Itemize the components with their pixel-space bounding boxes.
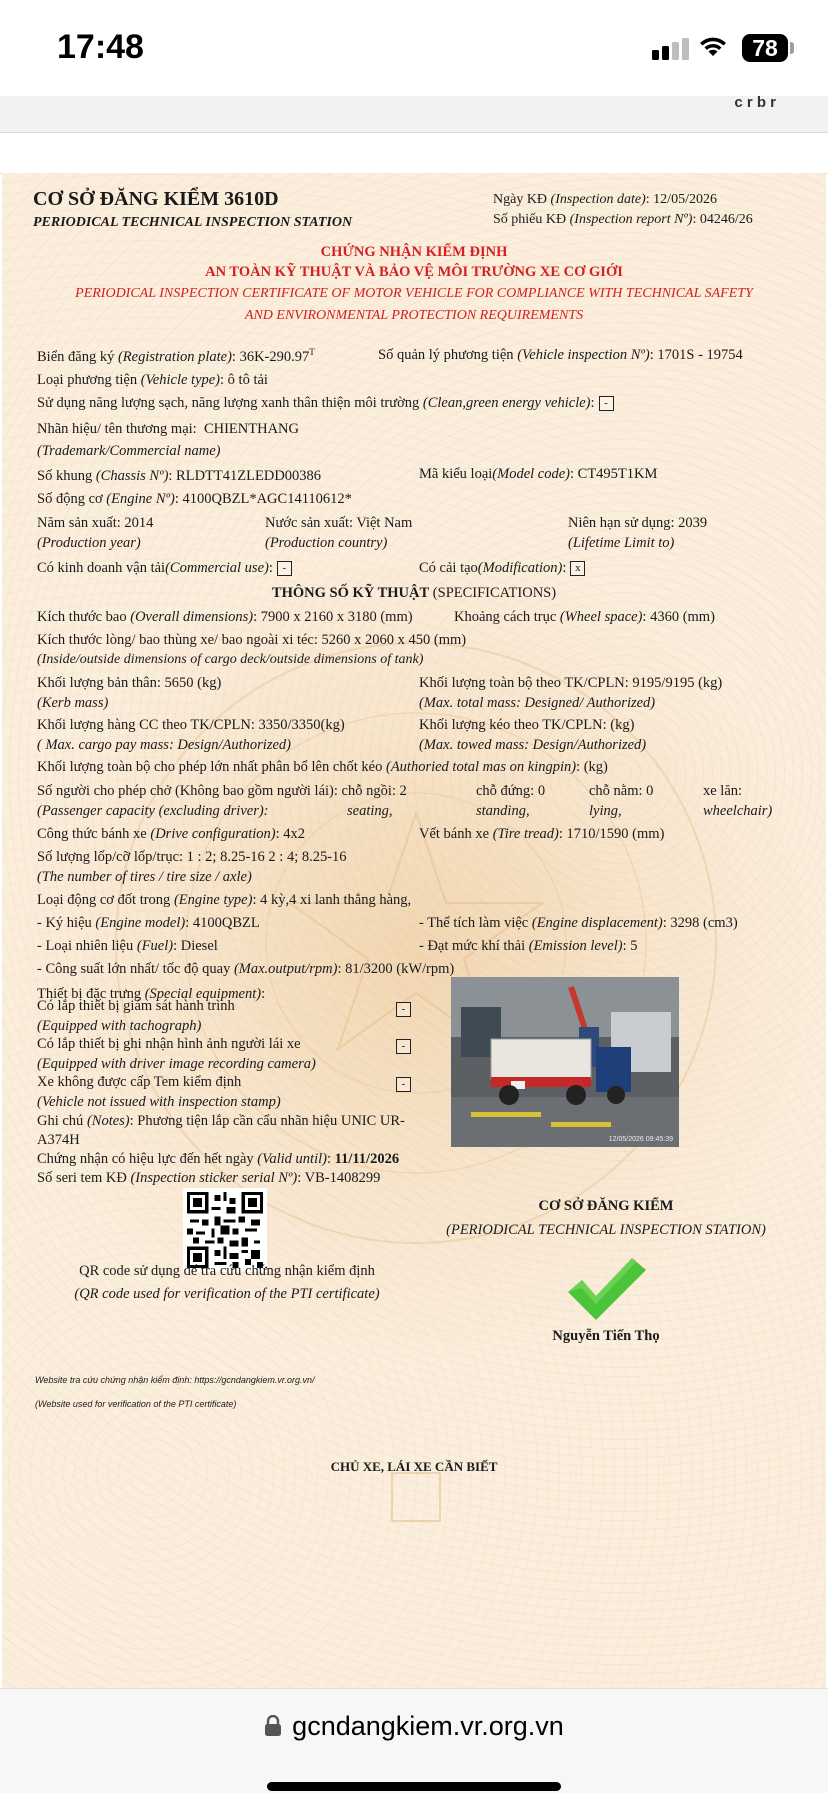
lifetime-limit: Niên hạn sử dụng: 2039: [568, 515, 708, 531]
drive-en: (Drive configuration): [150, 826, 276, 842]
standing-capacity: chỗ đứng: 0: [476, 783, 546, 799]
lying-capacity: chỗ nằm: 0: [589, 783, 654, 799]
driver-camera-en: (Equipped with driver image recording camera): [37, 1056, 316, 1072]
production-year: Năm sản xuất: 2014: [37, 515, 154, 531]
sticker-en: (Inspection sticker serial Nº): [130, 1170, 298, 1186]
output-label: - Công suất lớn nhất/ tốc độ quay: [37, 961, 231, 977]
output-en: (Max.output/rpm): [233, 961, 338, 977]
modification-label: Có cải tạo: [419, 560, 478, 576]
notes-value-2: A374H: [37, 1132, 80, 1148]
model-code: [419, 466, 657, 483]
emission-label: - Đạt mức khí thải: [419, 938, 526, 954]
sticker-serial: [37, 1170, 380, 1187]
special-label: Thiết bị đặc trưng: [37, 986, 142, 1002]
lock-icon: [264, 1715, 282, 1737]
brand-label: Nhãn hiệu/ tên thương mại:: [37, 421, 197, 437]
lifetime-limit-en: (Lifetime Limit to): [568, 535, 675, 551]
special-separator: :: [261, 986, 266, 1002]
report-number-value: : 04246/26: [692, 212, 753, 227]
valid-separator: :: [326, 1151, 335, 1167]
report-number: [493, 212, 753, 228]
vehicle-photo[interactable]: [451, 977, 679, 1147]
kingpin-value: : (kg): [576, 759, 608, 775]
disp-value: : 3298 (cm3): [662, 915, 738, 931]
notes: [37, 1113, 405, 1130]
url-display[interactable]: [0, 1711, 828, 1742]
signer-name: Nguyễn Tiến Thọ: [552, 1328, 660, 1344]
verification-website-en: (Website used for verification of the PTI certificate): [35, 1399, 237, 1409]
special-en: (Special equipment): [144, 986, 262, 1002]
plate-label: Biển đăng ký: [37, 348, 115, 365]
certificate-title-2: AN TOÀN KỸ THUẬT VÀ BẢO VỆ MÔI TRƯỜNG XE CƠ GIỚI: [205, 264, 623, 280]
vin-label: Số quản lý phương tiện: [378, 347, 514, 363]
engine-displacement: [419, 915, 738, 932]
tire-tread: [419, 826, 664, 843]
tires: Số lượng lốp/cỡ lốp/trục: 1 : 2; 8.25-16 2 : 4; 8.25-16: [37, 849, 347, 865]
model-value: : CT495T1KM: [570, 466, 658, 482]
driver-camera-box: -: [396, 1039, 411, 1054]
engmodel-value: : 4100QBZL: [185, 915, 260, 931]
driver-camera: Có lắp thiết bị ghi nhận hình ảnh người lái xe: [37, 1036, 301, 1052]
sign-station: CƠ SỞ ĐĂNG KIỂM: [538, 1198, 674, 1214]
notes-en: (Notes): [86, 1113, 130, 1129]
fuel-value: : Diesel: [173, 938, 218, 954]
qr-caption: QR code sử dụng để tra cứu chứng nhận kiểm định: [79, 1263, 375, 1279]
kingpin-mass: [37, 759, 608, 776]
type-value: : ô tô tải: [220, 372, 268, 388]
dim-en: (Overall dimensions): [130, 609, 254, 625]
certificate-title-1: CHỨNG NHẬN KIỂM ĐỊNH: [320, 244, 508, 260]
sticker-value: : VB-1408299: [297, 1170, 381, 1186]
cargo-dimensions-en: (Inside/outside dimensions of cargo deck/outside dimensions of tank): [37, 652, 424, 667]
seating-en: seating,: [347, 803, 393, 819]
station-name: CƠ SỞ ĐĂNG KIỂM 3610D: [33, 188, 279, 210]
wifi-icon: [697, 34, 729, 58]
production-country: Nước sản xuất: Việt Nam: [265, 515, 413, 531]
url-text: gcndangkiem.vr.org.vn: [292, 1711, 564, 1741]
commercial-use-box: -: [277, 561, 292, 576]
clean-separator: :: [590, 395, 595, 411]
emission-en: (Emission level): [528, 938, 623, 954]
total-mass: Khối lượng toàn bộ theo TK/CPLN: 9195/9195 (kg): [419, 675, 723, 691]
modification: Có cải tạo(Modification): x: [419, 560, 585, 577]
clean-label: Sử dụng năng lượng sạch, năng lượng xanh thân thiện môi trường: [37, 395, 420, 411]
towed-mass-en: (Max. towed mass: Design/Authorized): [419, 737, 647, 753]
inspection-date-en: (Inspection date): [550, 192, 646, 207]
inspection-certificate: [2, 173, 826, 1688]
notes-value-1: : Phương tiện lắp cần cẩu nhãn hiệu UNIC UR-: [129, 1113, 405, 1129]
plate-value: : 36K-290.97: [231, 348, 310, 365]
drive-configuration: [37, 826, 305, 843]
dim-label: Kích thước bao: [37, 609, 127, 625]
wheel-label: Khoảng cách trục: [454, 609, 557, 625]
valid-label: Chứng nhận có hiệu lực đến hết ngày: [37, 1151, 254, 1167]
sticker-label: Số seri tem KĐ: [37, 1170, 127, 1186]
wheel-en: (Wheel space): [559, 609, 643, 625]
battery-tip: [790, 42, 794, 54]
commercial-label: Có kinh doanh vận tải: [37, 560, 166, 576]
page-gap: [0, 133, 828, 174]
clean-energy: [37, 395, 614, 412]
overall-dimensions: [37, 609, 413, 626]
chassis-value: : RLDTT41ZLEDD00386: [168, 468, 322, 484]
chassis-label: Số khung: [37, 468, 93, 484]
standing-en: standing,: [476, 803, 530, 819]
total-mass-en: (Max. total mass: Designed/ Authorized): [419, 695, 656, 711]
previous-page-fragment: c r b r: [734, 94, 776, 111]
spec-heading-vi: THÔNG SỐ KỸ THUẬT: [271, 585, 430, 601]
engmodel-en: (Engine model): [95, 915, 186, 931]
cargo-dimensions: Kích thước lòng/ bao thùng xe/ bao ngoài xi téc: 5260 x 2060 x 450 (mm): [37, 632, 467, 648]
chassis-en: (Chassis Nº): [95, 468, 169, 484]
specifications-heading: [2, 585, 826, 602]
fuel-en: (Fuel): [136, 938, 174, 954]
disp-label: - Thể tích làm việc: [419, 915, 529, 931]
qr-caption-en: (QR code used for verification of the PTI certificate): [74, 1286, 380, 1302]
valid-date: 11/11/2026: [334, 1151, 400, 1167]
tachograph-box: -: [396, 1002, 411, 1017]
wheel-space: [454, 609, 715, 626]
valid-en: (Valid until): [257, 1151, 327, 1167]
engmodel-label: - Ký hiệu: [37, 915, 92, 931]
vin-value: : 1701S - 19754: [649, 347, 743, 363]
clean-energy-box: -: [599, 396, 614, 411]
fuel-label: - Loại nhiên liệu: [37, 938, 134, 954]
commercial-en: (Commercial use): [165, 560, 269, 576]
modification-en: (Modification): [477, 560, 563, 576]
engine-model: [37, 915, 260, 932]
battery-icon: 78: [742, 34, 788, 62]
previous-page-edge: [0, 96, 828, 133]
fuel: [37, 938, 218, 955]
inspection-date-label: Ngày KĐ: [493, 192, 548, 207]
tires-en: (The number of tires / tire size / axle): [37, 869, 252, 885]
plate-en: (Registration plate): [117, 348, 232, 365]
no-stamp-box: -: [396, 1077, 411, 1092]
inspection-date: [493, 192, 717, 208]
footer-heading: CHỦ XE, LÁI XE CẦN BIẾT: [330, 1459, 498, 1474]
output-value: : 81/3200 (kW/rpm): [337, 961, 455, 977]
wheelchair-en: wheelchair): [703, 803, 773, 819]
production-year-en: (Production year): [37, 535, 141, 551]
wheelchair-capacity: xe lăn:: [703, 783, 743, 799]
photo-timestamp: 12/05/2026 09:45:39: [608, 1136, 673, 1143]
no-stamp-en: (Vehicle not issued with inspection stamp): [37, 1094, 281, 1110]
notes-label: Ghi chú: [37, 1113, 84, 1129]
engtype-en: (Engine type): [173, 892, 253, 908]
kingpin-en: (Authoried total mas on kingpin): [385, 759, 577, 775]
towed-mass: Khối lượng kéo theo TK/CPLN: (kg): [419, 717, 635, 733]
spec-heading-en: (SPECIFICATIONS): [429, 585, 557, 601]
type-label: Loại phương tiện: [37, 372, 138, 388]
commercial-use: Có kinh doanh vận tải(Commercial use): -: [37, 560, 292, 577]
brand-value: CHIENTHANG: [203, 421, 299, 437]
passenger-capacity: Số người cho phép chở (Không bao gồm người lái): chỗ ngồi: 2: [37, 783, 407, 799]
station-name-en: PERIODICAL TECHNICAL INSPECTION STATION: [33, 215, 353, 230]
max-output: [37, 961, 454, 978]
check-icon: [562, 1254, 650, 1324]
emission-value: : 5: [622, 938, 638, 954]
dim-value: : 7900 x 2160 x 3180 (mm): [253, 609, 413, 625]
tachograph: Có lắp thiết bị giám sát hành trình: [37, 998, 235, 1014]
modification-box: x: [570, 561, 585, 576]
drive-label: Công thức bánh xe: [37, 826, 147, 842]
plate-superscript: T: [309, 347, 315, 357]
model-en: (Model code): [492, 466, 570, 482]
vin-en: (Vehicle inspection Nº): [517, 347, 650, 363]
verification-website[interactable]: Website tra cứu chứng nhận kiểm định: https://gcndangkiem.vr.org.vn/: [35, 1375, 315, 1385]
sign-station-en: (PERIODICAL TECHNICAL INSPECTION STATION): [446, 1222, 766, 1238]
brand: [37, 421, 299, 438]
production-country-en: (Production country): [265, 535, 388, 551]
engine-no-value: : 4100QBZL*AGC14110612*: [174, 491, 352, 507]
model-label: Mã kiểu loại: [419, 466, 493, 482]
engtype-label: Loại động cơ đốt trong: [37, 892, 171, 908]
type-en: (Vehicle type): [140, 372, 221, 388]
report-number-label: Số phiếu KĐ: [493, 212, 567, 227]
clean-en: (Clean,green energy vehicle): [422, 395, 591, 411]
engine-no-label: Số động cơ: [37, 491, 103, 507]
engine-no-en: (Engine Nº): [106, 491, 175, 507]
chassis-number: [37, 468, 321, 485]
signal-icon: [652, 38, 692, 60]
drive-value: : 4x2: [275, 826, 306, 842]
home-indicator[interactable]: [267, 1782, 561, 1791]
browser-url-bar[interactable]: [0, 1688, 828, 1793]
tachograph-en: (Equipped with tachograph): [37, 1018, 202, 1034]
tread-label: Vết bánh xe: [419, 826, 490, 842]
disp-en: (Engine displacement): [531, 915, 663, 931]
tread-value: : 1710/1590 (mm): [558, 826, 665, 842]
cargo-pay-mass-en: ( Max. cargo pay mass: Design/Authorized): [37, 737, 291, 753]
lying-en: lying,: [589, 803, 622, 819]
status-bar: [0, 0, 828, 96]
kingpin-label: Khối lượng toàn bộ cho phép lớn nhất phân bổ lên chốt kéo: [37, 759, 383, 775]
emission-level: [419, 938, 637, 955]
brand-en: (Trademark/Commercial name): [37, 443, 221, 459]
engine-number: [37, 491, 352, 508]
vehicle-type: [37, 372, 268, 389]
certificate-title-en-2: AND ENVIRONMENTAL PROTECTION REQUIREMENTS: [244, 308, 584, 323]
tread-en: (Tire tread): [492, 826, 559, 842]
cargo-pay-mass: Khối lượng hàng CC theo TK/CPLN: 3350/3350(kg): [37, 717, 345, 733]
report-number-en: (Inspection report Nº): [569, 212, 693, 227]
kerb-mass: Khối lượng bản thân: 5650 (kg): [37, 675, 222, 691]
wheel-value: : 4360 (mm): [642, 609, 715, 625]
passenger-capacity-en: (Passenger capacity (excluding driver):: [37, 803, 269, 819]
no-stamp: Xe không được cấp Tem kiểm định: [37, 1074, 242, 1090]
valid-until: [37, 1151, 399, 1168]
qr-code-icon[interactable]: [183, 1188, 267, 1272]
registration-plate: [37, 347, 315, 366]
clock: 17:48: [57, 28, 144, 66]
vehicle-inspection-number: [378, 347, 743, 364]
certificate-title-en-1: PERIODICAL INSPECTION CERTIFICATE OF MOTOR VEHICLE FOR COMPLIANCE WITH TECHNICAL SAFETY: [75, 286, 753, 301]
engine-type: [37, 892, 411, 909]
kerb-mass-en: (Kerb mass): [37, 695, 109, 711]
engtype-value: : 4 kỳ,4 xi lanh thẳng hàng,: [252, 892, 412, 908]
inspection-date-value: : 12/05/2026: [645, 192, 717, 207]
